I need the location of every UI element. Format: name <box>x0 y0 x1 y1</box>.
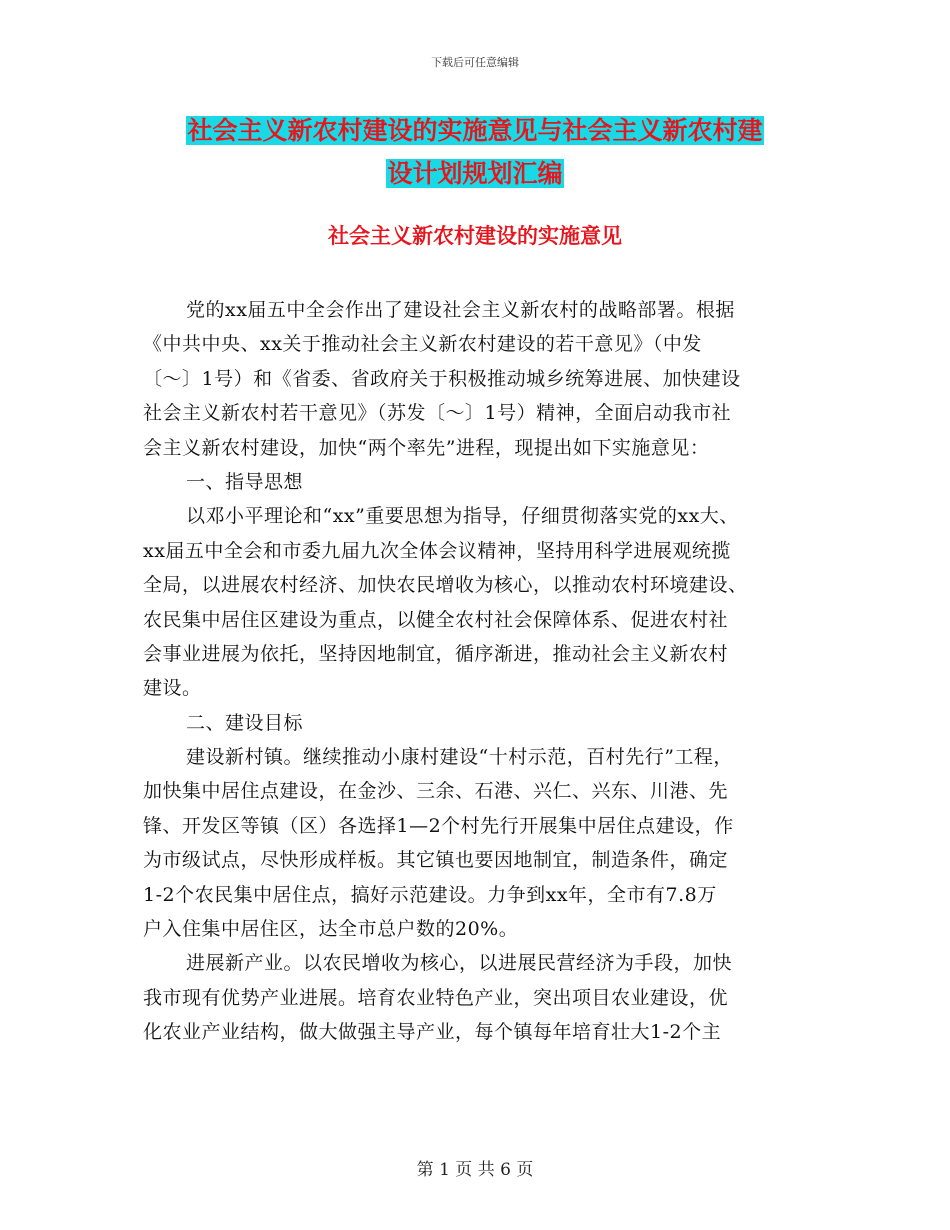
page-footer: 第 1 页 共 6 页 <box>416 1160 534 1180</box>
header-note: 下载后可任意编辑 <box>431 56 519 69</box>
body-line: xx届五中全会和市委九届九次全体会议精神，坚持用科学进展观统揽 <box>143 539 731 562</box>
body-line: 会主义新农村建设，加快“两个率先”进程，现提出如下实施意见： <box>143 436 710 459</box>
body-line: 进展新产业。以农民增收为核心，以进展民营经济为手段，加快 <box>186 952 733 975</box>
body-line: 《中共中央、xx关于推动社会主义新农村建设的若干意见》（中发 <box>143 333 702 356</box>
document-title-line-2 <box>0 157 950 191</box>
body-line: 全局，以进展农村经济、加快农民增收为核心，以推动农村环境建设、 <box>143 574 748 597</box>
body-line: 锋、开发区等镇（区）各选择1—2个村先行开展集中居住点建设，作 <box>143 814 734 837</box>
document-title-text-1: 社会主义新农村建设的实施意见与社会主义新农村建 <box>187 116 763 145</box>
document-title-text-2: 设计划规划汇编 <box>387 159 563 188</box>
body-line: 一、指导思想 <box>186 470 304 493</box>
body-line: 农民集中居住区建设为重点，以健全农村社会保障体系、促进农村社 <box>143 608 729 631</box>
document-body <box>143 293 813 1050</box>
body-line: 〔～〕1号）和《省委、省政府关于积极推动城乡统筹进展、加快建设 <box>143 367 741 390</box>
body-line: 为市级试点，尽快形成样板。其它镇也要因地制宜，制造条件，确定 <box>143 849 729 872</box>
body-line: 以邓小平理论和“xx”重要思想为指导，仔细贯彻落实党的xx大、 <box>186 505 739 528</box>
body-line: 户入住集中居住区，达全市总户数的20%。 <box>143 918 519 941</box>
section-title: 社会主义新农村建设的实施意见 <box>328 224 622 248</box>
body-line: 1-2个农民集中居住点，搞好示范建设。力争到xx年，全市有7.8万 <box>143 883 717 906</box>
body-line: 我市现有优势产业进展。培育农业特色产业，突出项目农业建设，优 <box>143 986 729 1009</box>
body-line: 党的xx届五中全会作出了建设社会主义新农村的战略部署。根据 <box>186 299 735 321</box>
body-line: 二、建设目标 <box>186 711 304 734</box>
body-line: 化农业产业结构，做大做强主导产业，每个镇每年培育壮大1-2个主 <box>143 1021 722 1044</box>
body-line: 会事业进展为依托，坚持因地制宜，循序渐进，推动社会主义新农村 <box>143 642 729 665</box>
body-line: 建设新村镇。继续推动小康村建设“十村示范，百村先行”工程， <box>186 746 733 769</box>
body-line: 建设。 <box>143 677 202 700</box>
body-line: 加快集中居住点建设，在金沙、三余、石港、兴仁、兴东、川港、先 <box>143 780 729 803</box>
body-line: 社会主义新农村若干意见》（苏发〔～〕1号）精神，全面启动我市社 <box>143 402 732 425</box>
document-title-line-1 <box>0 114 950 148</box>
